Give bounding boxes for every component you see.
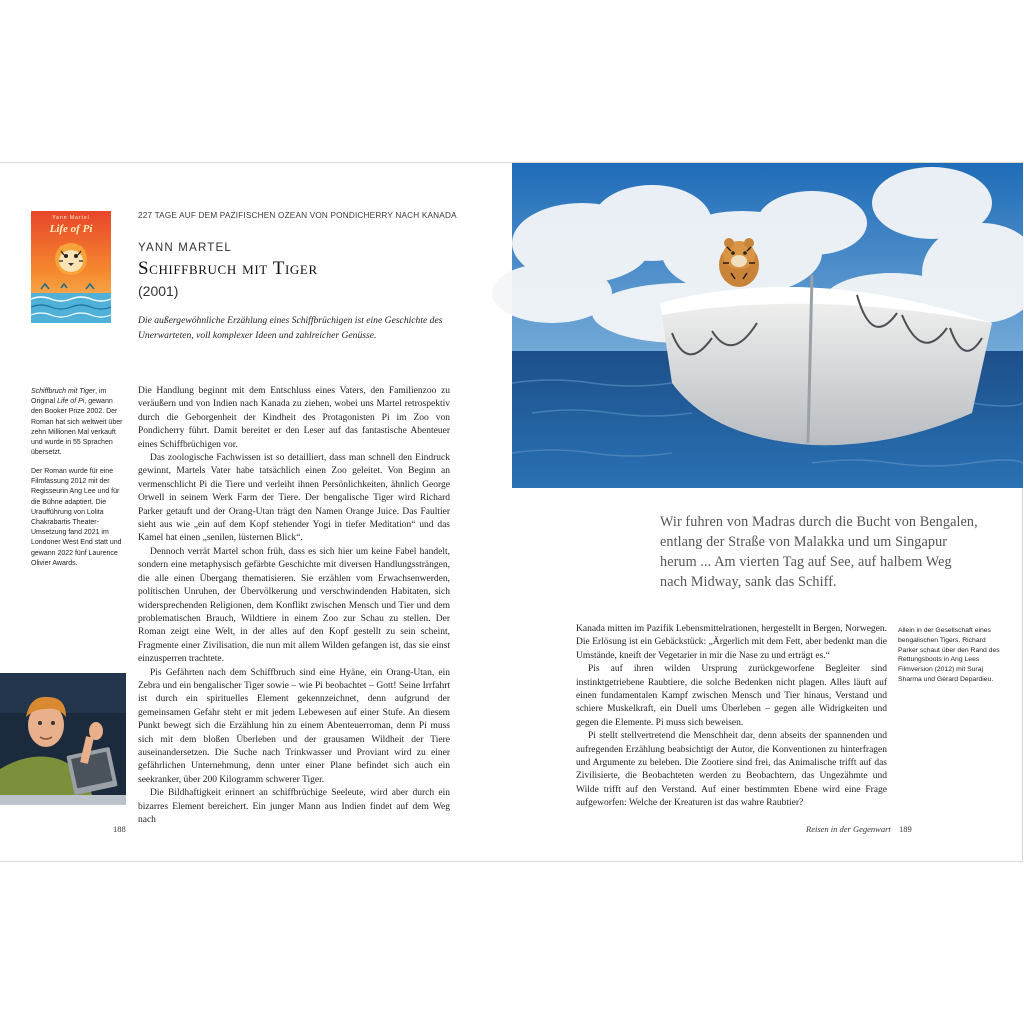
paragraph: Kanada mitten im Pazifik Lebensmittelrationen, hergestellt in Bergen, Norwegen. Die Erlösung ist ein Gebäckstück: „Ärgerlich mit dem Fett, aber bedenkt man die Umstände, kneift der Vegetarier in mir die Nase zu und erträgt es.“ <box>576 624 887 661</box>
book-title: Schiffbruch mit Tiger <box>138 258 318 279</box>
lead-paragraph: Die außergewöhnliche Erzählung eines Schiffbrüchigen ist eine Geschichte des Unerwarteten, voll komplexer Ideen und zahlreicher Genüsse. <box>138 315 443 341</box>
svg-text:Yann Martel: Yann Martel <box>52 215 90 221</box>
paragraph: Dennoch verrät Martel schon früh, dass es sich hier um keine Fabel handelt, sondern eine metaphysisch gefärbte Geschichte mit diversen Handlungssträngen, die alle einen Übergang thematisieren. Sie erzählen vom Erwachsenwerden, politischen Unruhen, der Übervölkerung und verschwindenden Habitaten, sich widersprechenden Religionen, dem Konflikt zwischen Mensch und Tier und dem problematischen Brauch, Wildtiere in einem Zoo zur Schau zu stellen. Der Roman zeigt eine Welt, in der alles auf den Kopf gestellt zu sein scheint, Fragmente einer Zivilisation, die nun mit allem Wilden gefangen ist, das sie einst einzusperren trachtete. <box>138 546 450 665</box>
right-page <box>512 163 1023 863</box>
paragraph: Pis auf ihren wilden Ursprung zurückgeworfene Begleiter sind instinktgetriebene Raubtiere, die solche Bedenken nicht plagen. Alles läuft auf einen fundamentalen Kampf zwischen Mensch und Tier hinaus, Verstand und schiere Muskelkraft, ein Duell ums Überleben – gegen alle Widrigkeiten und gegen die Elemente. Pi muss sich beweisen. <box>576 664 887 728</box>
left-page <box>0 163 512 863</box>
paragraph: Pis Gefährten nach dem Schiffbruch sind eine Hyäne, ein Orang-Utan, ein Zebra und ein bengalischer Tiger sowie – wie Pi beobachtet – Gott! Seine Irrfahrt ist durch ein spirituelles Element gekennzeichnet, denn aufgrund der gemeinsamen Gefahr steht er mit jedem Lebewesen auf einer Stufe. An diesem Punkt bewegt sich die Erzählung hin zu einem Abenteuerroman, denn Pi muss sich mit dem bloßen Überleben und der grausamen Wildheit der Tiere auseinandersetzen. Die Suche nach Trinkwasser und Proviant wird zu einer gefährlichen Unternehmung, denn unter einer Plane befindet sich auch ein seekranker, über 200 Kilogramm schwerer Tiger. <box>138 667 450 785</box>
lifeboat-tiger-photo <box>512 163 1023 488</box>
svg-text:Life of Pi: Life of Pi <box>49 223 93 235</box>
author-photo <box>0 673 126 805</box>
pull-quote: Wir fuhren von Madras durch die Bucht von Bengalen, entlang der Straße von Malakka und um Singapur herum ... Am vierten Tag auf See, auf halbem Weg nach Midway, sank das Schiff. <box>660 514 978 590</box>
book-cover-image <box>31 211 111 323</box>
paragraph: Die Bildhaftigkeit erinnert an schiffbrüchige Seeleute, wird aber durch ein bizarres Element bereichert. Ein junger Mann aus Indien findet auf dem Weg nach <box>138 788 450 825</box>
chapter-kicker: 227 TAGE AUF DEM PAZIFISCHEN OZEAN VON PONDICHERRY NACH KANADA <box>138 211 457 220</box>
sidenote-adaptation: Der Roman wurde für eine Filmfassung 2012 mit der Regisseurin Ang Lee und für die Bühne adaptiert. Die Uraufführung von Lolita Chakrabartis Theater-Umsetzung fand 2021 im Londoner West End statt und gewann 2022 fünf Laurence Olivier Awards. <box>31 468 122 567</box>
sidenote-award: Schiffbruch mit Tiger, im Original Life of Pi, gewann den Booker Prize 2002. Der Roman hat sich weltweit über zehn Millionen Mal verkauft und wurde in 55 Sprachen übersetzt. <box>31 388 123 457</box>
page-number-right: 189 <box>899 824 912 834</box>
book-author: YANN MARTEL <box>138 242 232 254</box>
book-spread <box>0 162 1023 862</box>
photo-caption: Allein in der Gesellschaft eines bengalischen Tigers. Richard Parker schaut über den Rand des Rettungsboots in Ang Lees Filmversion (2012) mit Suraj Sharma und Gérard Depardieu. <box>898 627 1000 683</box>
body-text-right <box>576 623 887 813</box>
paragraph: Pi stellt stellvertretend die Menschheit dar, denn abseits der spannenden und aufregenden Erzählung beabsichtigt der Autor, die Konventionen zu hinterfragen und Argumente zu beleben. Die Zootiere sind frei, das Animalische trifft auf das Zivilisierte, die Beobachteten werden zu Beobachtern, das Ungezähmte und Wilde trifft auf den Verstand. Auf einer bestimmten Ebene wird eine Frage aufgeworfen: Welche der Kreaturen ist das wahre Raubtier? <box>576 731 887 809</box>
body-text-left <box>138 385 450 825</box>
page-number-left: 188 <box>113 824 126 834</box>
book-year: (2001) <box>138 283 179 299</box>
running-footer: Reisen in der Gegenwart <box>806 824 891 834</box>
paragraph: Das zoologische Fachwissen ist so detailliert, dass man schnell den Eindruck gewinnt, Martels Vater habe tatsächlich einen Zoo geleitet. Von Beginn an vermenschlicht Pi die Tiere und verleiht ihnen Persönlichkeiten, ähnlich George Orwell in seinem Werk Farm der Tiere. Der bengalische Tiger wird Richard Parker getauft und der Orang-Utan trägt den Namen Orange Juice. Das Faultier sieht aus wie „ein auf dem Kopf stehender Yogi in tiefer Meditation“ und das Kamel hat einen „senilen, lüsternen Blick“. <box>138 453 450 544</box>
paragraph: Die Handlung beginnt mit dem Entschluss eines Vaters, den Familienzoo zu veräußern und von Indien nach Kanada zu ziehen, wobei uns Martel retrospektiv durch die Geborgenheit der Kindheit des Protagonisten Pi im Zoo von Pondicherry führt. Damit bereitet er den Leser auf das fantastische Abenteuer eines Schiffbrüchigen vor. <box>138 386 450 450</box>
